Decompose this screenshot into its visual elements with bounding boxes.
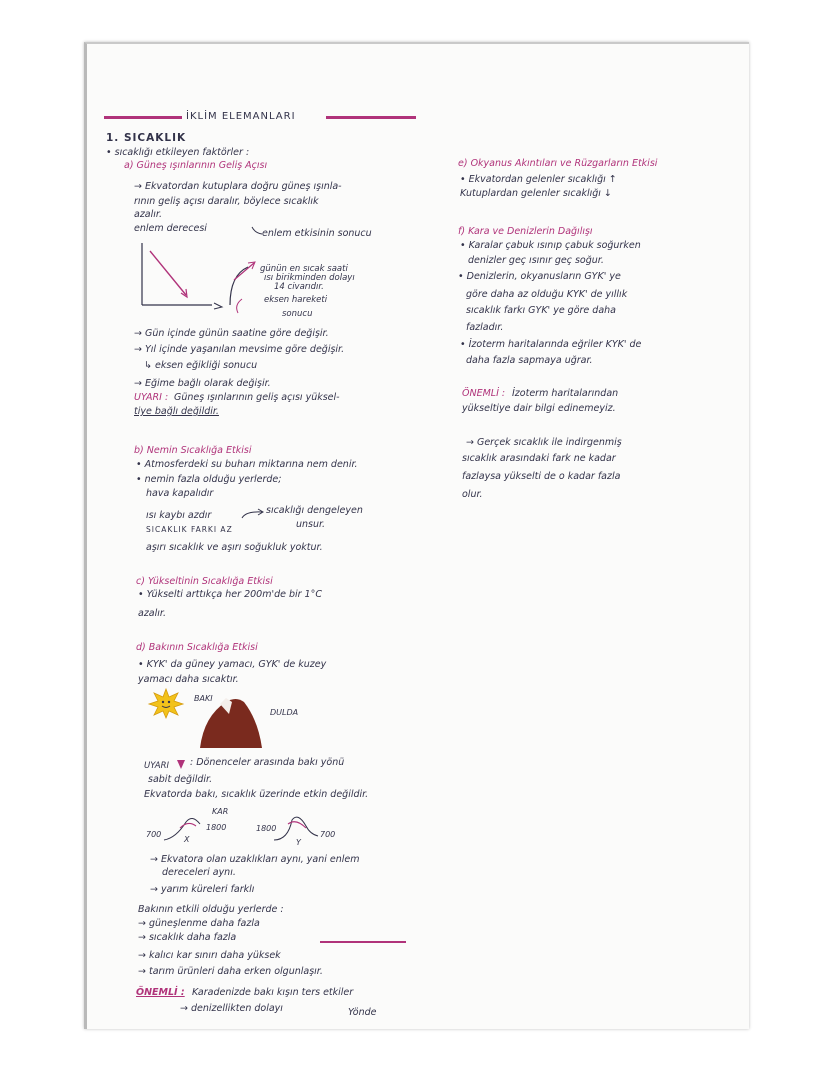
d-700a: 700 — [146, 830, 162, 839]
f-line-3: • Denizlerin, okyanusların GYK' ye — [458, 271, 621, 282]
d-line-5: → Ekvatora olan uzaklıkları aynı, yani enlem — [150, 854, 360, 865]
b-line-6: unsur. — [296, 519, 326, 530]
title-rule-left — [104, 116, 182, 119]
a-line-6: ↳ eksen eğikliği sonucu — [144, 360, 258, 371]
d-baki: BAKI — [194, 694, 213, 703]
onemli-line-1: İzoterm haritalarından — [512, 388, 619, 399]
a-line-8: Güneş ışınlarının geliş açısı yüksel- — [174, 392, 340, 403]
c-line-2: azalır. — [138, 608, 166, 619]
d-line-10: → sıcaklık daha fazla — [138, 932, 237, 943]
f-line-5: sıcaklık farkı GYK' ye göre daha — [466, 305, 616, 316]
d-line-11: → kalıcı kar sınırı daha yüksek — [138, 950, 281, 961]
heading-d: d) Bakının Sıcaklığa Etkisi — [136, 642, 258, 653]
heading-c: c) Yükseltinin Sıcaklığa Etkisi — [136, 576, 273, 587]
d-1800a: 1800 — [206, 823, 227, 832]
a-line-5: → Yıl içinde yaşanılan mevsime göre değişir. — [134, 344, 345, 355]
heading-a: a) Güneş ışınlarının Geliş Açısı — [124, 160, 268, 171]
a-line-4: → Gün içinde günün saatine göre değişir. — [134, 328, 329, 339]
mountain-drawing — [196, 694, 264, 750]
d-line-12: → tarım ürünleri daha erken olgunlaşır. — [138, 966, 323, 977]
a-enlem-left: enlem derecesi — [134, 223, 207, 234]
c-line-1: • Yükselti arttıkça her 200m'de bir 1°C — [138, 589, 322, 600]
page-title: İKLİM ELEMANLARI — [186, 111, 296, 122]
d-line-2: yamacı daha sıcaktır. — [138, 674, 239, 685]
d-line-14: → denizellikten dolayı — [180, 1003, 283, 1014]
d-line-7: → yarım küreleri farklı — [150, 884, 255, 895]
a-gunun-1: günün en sıcak saati — [260, 264, 348, 274]
d-uyari-label: UYARI — [144, 761, 169, 771]
a-enlem-right: enlem etkisinin sonucu — [262, 228, 372, 239]
onemli-label: ÖNEMLİ : — [462, 388, 506, 399]
d-kar: KAR — [212, 807, 229, 816]
b-line-4: ısı kaybı azdır — [146, 510, 212, 521]
gercek-line-4: olur. — [462, 489, 483, 500]
title-rule-right — [326, 116, 416, 119]
a-uyari-label: UYARI : — [134, 392, 169, 403]
d-line-4: Ekvatorda bakı, sıcaklık üzerinde etkin değildir. — [144, 789, 369, 800]
f-line-6: fazladır. — [466, 322, 504, 333]
b-line-3: hava kapalıdır — [146, 488, 214, 499]
a-line-3: azalır. — [134, 209, 162, 220]
f-line-8: daha fazla sapmaya uğrar. — [466, 355, 593, 366]
warning-icon — [176, 759, 186, 771]
a-line-7: → Eğime bağlı olarak değişir. — [134, 378, 271, 389]
d-line-13: Karadenizde bakı kışın ters etkiler — [192, 987, 354, 998]
f-line-4: göre daha az olduğu KYK' de yıllık — [466, 289, 628, 300]
d-700b: 700 — [320, 830, 336, 839]
d-y: Y — [296, 838, 301, 847]
a-line-9: tiye bağlı değildir. — [134, 406, 219, 417]
d-dulda: DULDA — [270, 708, 299, 717]
section-title: 1. SICAKLIK — [106, 132, 187, 144]
d-line-9: → güneşlenme daha fazla — [138, 918, 260, 929]
b-line-5: sıcaklığı dengeleyen — [266, 505, 363, 516]
d-uyari-text: : Dönenceler arasında bakı yönü — [190, 757, 345, 768]
d-line-8: Bakının etkili olduğu yerlerde : — [138, 904, 284, 915]
a-gunun-3: 14 civarıdır. — [274, 282, 324, 292]
e-line-1: • Ekvatordan gelenler sıcaklığı ↑ — [460, 174, 617, 185]
f-line-7: • İzoterm haritalarında eğriler KYK' de — [460, 339, 642, 350]
gercek-line-1: → Gerçek sıcaklık ile indirgenmiş — [466, 437, 622, 448]
heading-b: b) Nemin Sıcaklığa Etkisi — [134, 445, 252, 456]
gercek-line-3: fazlaysa yükselti de o kadar fazla — [462, 471, 621, 482]
a-eksen-2: sonucu — [282, 309, 313, 319]
a-line-2: rının geliş açısı daralır, böylece sıcaklık — [134, 196, 319, 207]
heading-f: f) Kara ve Denizlerin Dağılışı — [458, 226, 593, 237]
heading-e: e) Okyanus Akıntıları ve Rüzgarların Etkisi — [458, 158, 658, 169]
d-1800b: 1800 — [256, 824, 277, 833]
sun-icon — [148, 688, 184, 718]
d-x: X — [184, 835, 190, 844]
d-onemli: ÖNEMLİ : — [136, 987, 185, 998]
e-line-2: Kutuplardan gelenler sıcaklığı ↓ — [460, 188, 612, 199]
f-line-2: denizler geç ısınır geç soğur. — [468, 255, 604, 266]
intro-line: • sıcaklığı etkileyen faktörler : — [106, 147, 250, 158]
b-line-1: • Atmosferdeki su buharı miktarına nem denir. — [136, 459, 358, 470]
a-eksen-1: eksen hareketi — [264, 295, 328, 305]
b-line-8: aşırı sıcaklık ve aşırı soğukluk yoktur. — [146, 542, 323, 553]
d-line-15: Yönde — [348, 1007, 377, 1018]
f-line-1: • Karalar çabuk ısınıp çabuk soğurken — [460, 240, 641, 251]
d-pink-rule — [320, 941, 406, 943]
a-line-1: → Ekvatordan kutuplara doğru güneş ışınla- — [134, 181, 342, 192]
onemli-line-2: yükseltiye dair bilgi edinemeyiz. — [462, 403, 616, 414]
b-line-7: SICAKLIK FARKI AZ — [146, 525, 233, 534]
d-line-3: sabit değildir. — [148, 774, 213, 785]
gercek-line-2: sıcaklık arasındaki fark ne kadar — [462, 453, 616, 464]
a-gunun-2: ısı birikminden dolayı — [264, 273, 355, 283]
b-line-2: • nemin fazla olduğu yerlerde; — [136, 474, 282, 485]
d-line-1: • KYK' da güney yamacı, GYK' de kuzey — [138, 659, 327, 670]
d-line-6: dereceleri aynı. — [162, 867, 236, 878]
